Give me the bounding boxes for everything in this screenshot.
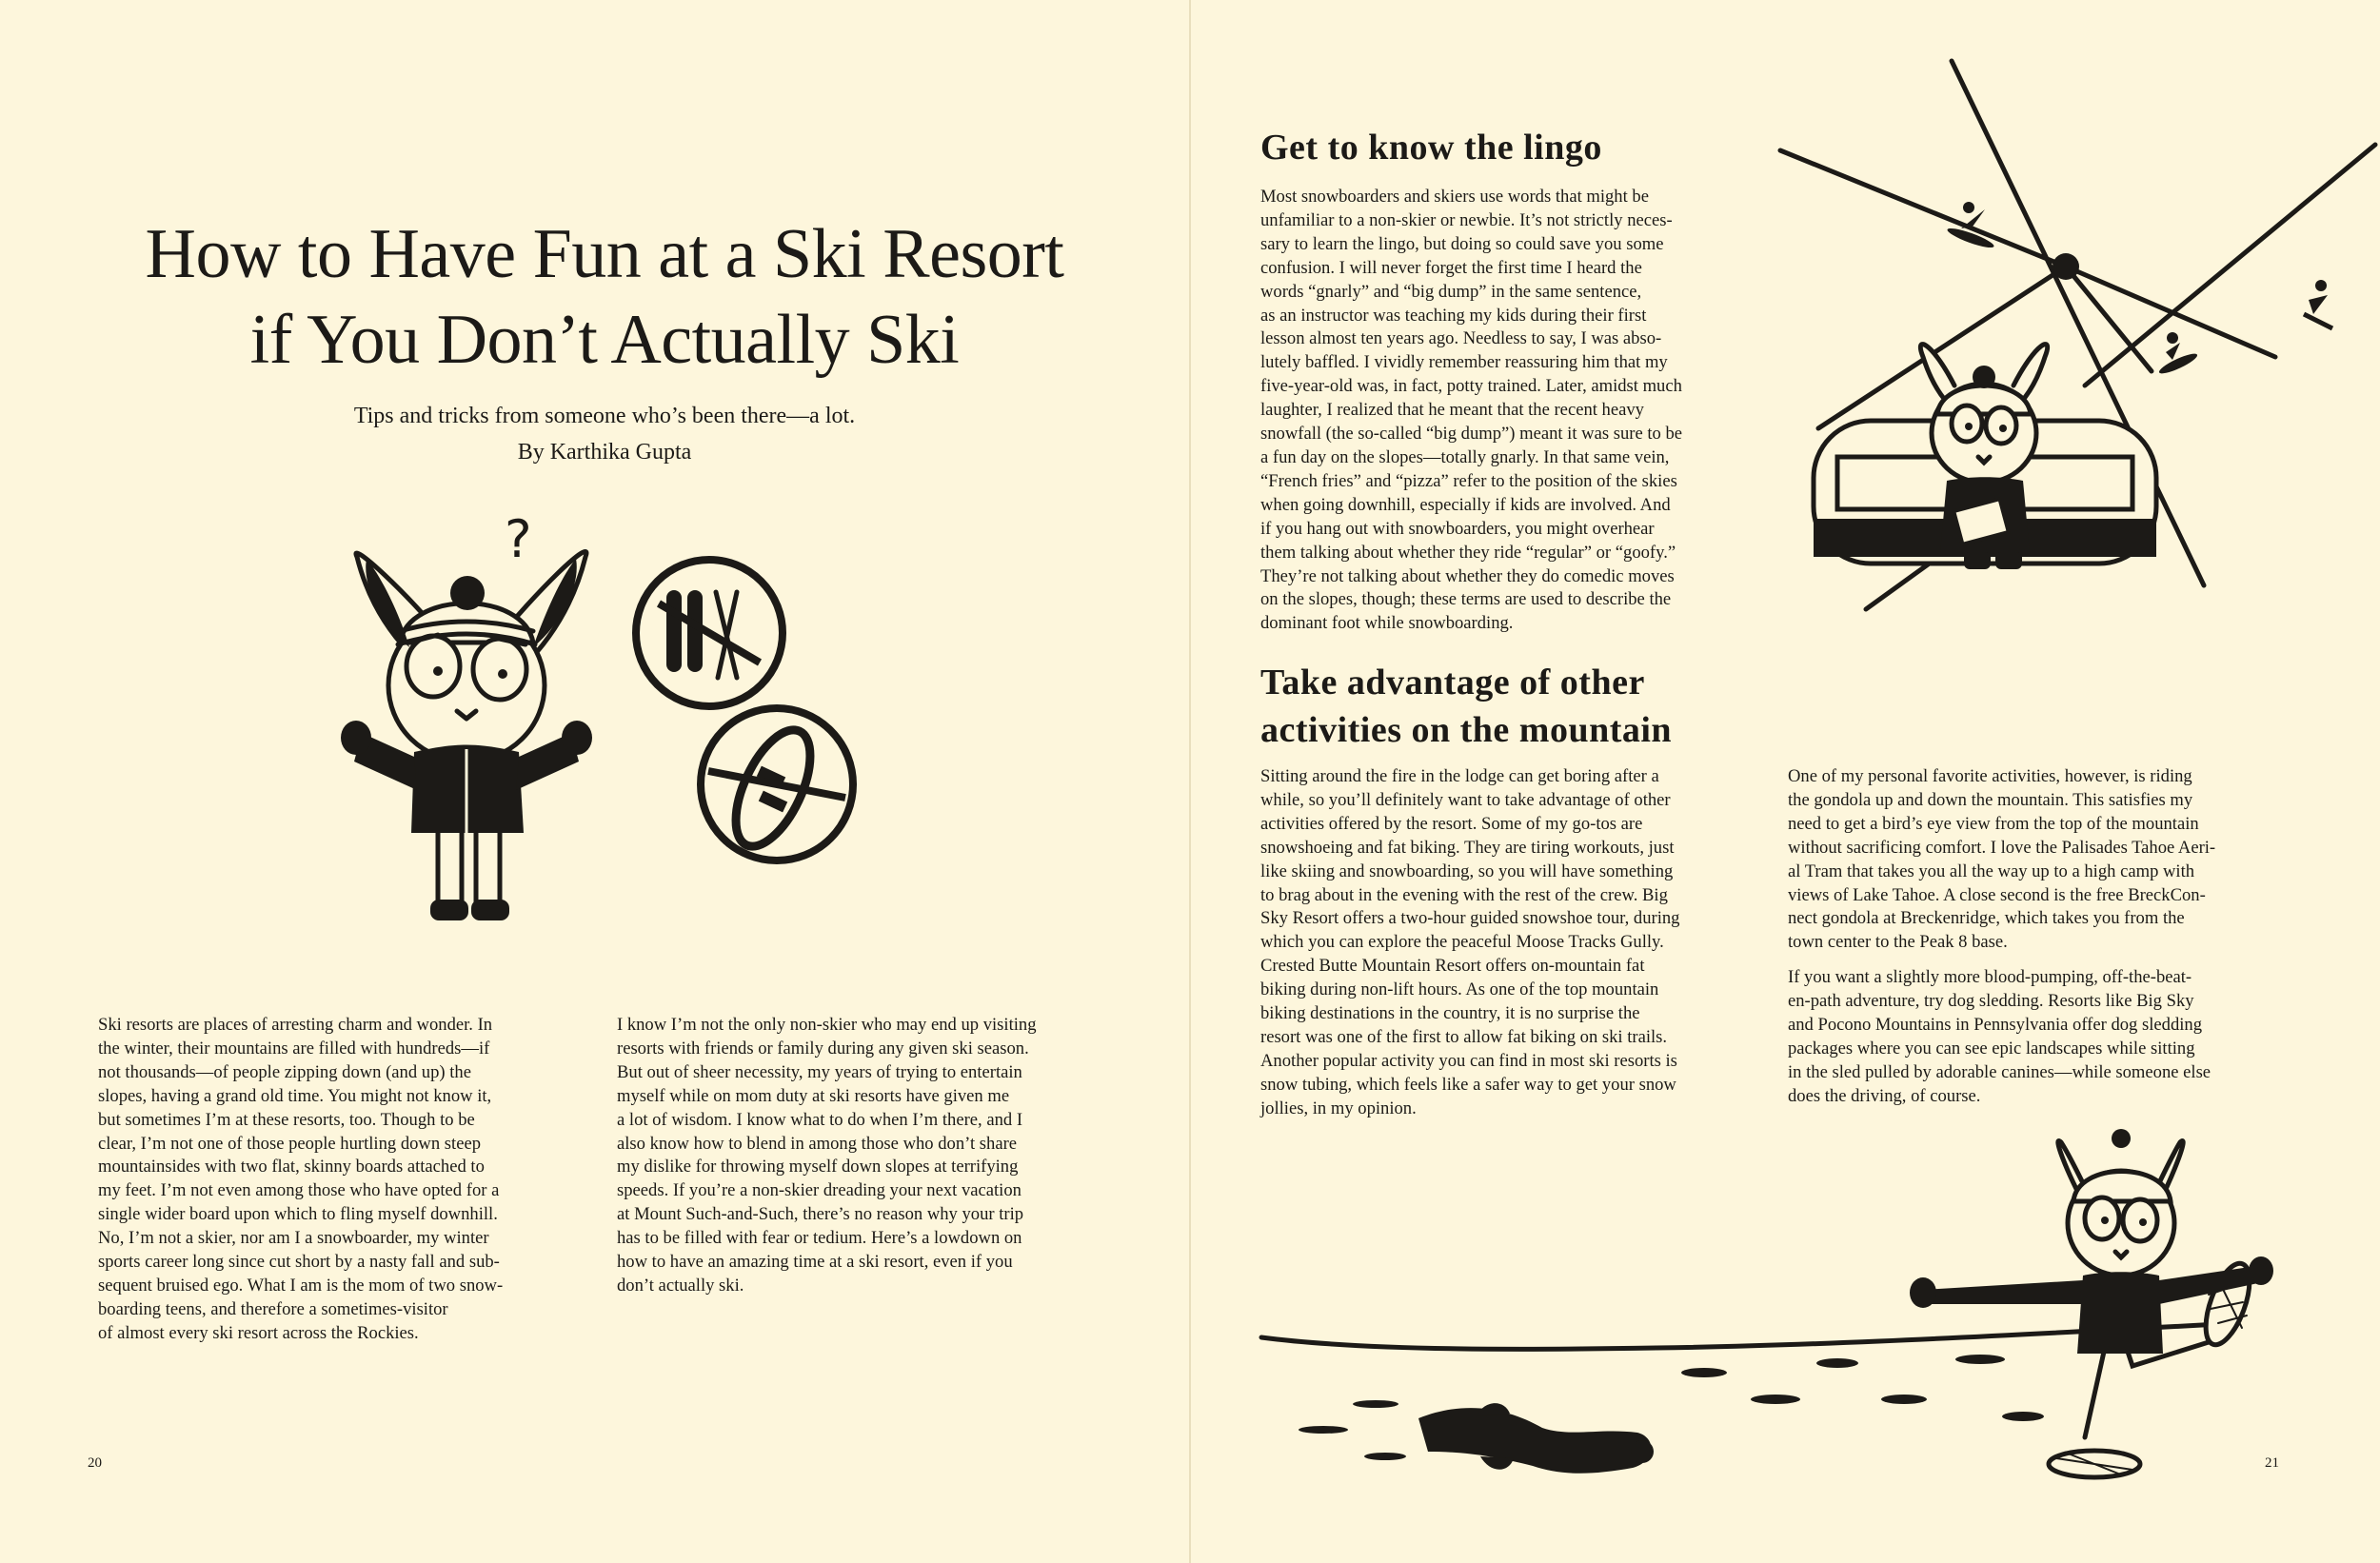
text-line: sequent bruised ego. What I am is the mom of two snow- — [98, 1275, 504, 1296]
text-line: my dislike for throwing myself down slopes at terrifying — [617, 1157, 1019, 1177]
text-line: mountainsides with two flat, skinny boards attached to — [98, 1157, 485, 1177]
heading-line: activities on the mountain — [1260, 710, 1673, 750]
text-line: Crested Butte Mountain Resort offers on-mountain fat — [1260, 956, 1645, 977]
text-line: does the driving, of course. — [1788, 1085, 1981, 1106]
text-line: laughter, I realized that he meant that the recent heavy — [1260, 400, 1644, 421]
article-title — [95, 211, 1114, 383]
text-line: biking during non-lift hours. As one of the top mountain — [1260, 979, 1659, 1000]
snow-angel-figure — [1418, 1408, 1651, 1474]
text-line: packages where you can see epic landscapes while sitting — [1788, 1038, 2195, 1058]
bunny-pupil — [498, 669, 507, 679]
text-line: the winter, their mountains are filled with hundreds—if — [98, 1038, 490, 1058]
text-line: They’re not talking about whether they do comedic moves — [1260, 565, 1675, 586]
text-line: the gondola up and down the mountain. This satisfies my — [1788, 789, 2193, 810]
text-line: Another popular activity you can find in most ski resorts is — [1260, 1050, 1677, 1071]
text-line: five-year-old was, in fact, potty trained. Later, amidst much — [1260, 376, 1682, 397]
confused-bunny-illustration — [343, 500, 609, 938]
text-line: unfamiliar to a non-skier or newbie. It’s not strictly neces- — [1260, 209, 1673, 230]
text-line: while, so you’ll definitely want to take advantage of other — [1260, 789, 1671, 810]
text-line: to brag about in the evening with the rest of the crew. Big — [1260, 884, 1668, 905]
hat-pompom — [450, 576, 485, 610]
text-line: of almost every ski resort across the Rockies. — [98, 1322, 419, 1343]
text-line: without sacrificing comfort. I love the Palisades Tahoe Aeri- — [1788, 837, 2216, 858]
heading-line: Take advantage of other — [1260, 663, 1645, 702]
chairlift-bunny-illustration — [1780, 57, 2380, 628]
intro-column-1 — [98, 1014, 503, 1346]
text-line: resort was one of the first to allow fat biking on ski trails. — [1260, 1026, 1668, 1047]
text-line: resorts with friends or family during any given ski season. — [617, 1038, 1029, 1058]
text-line: as an instructor was teaching my kids during their first — [1260, 305, 1647, 326]
bunny-legs — [438, 828, 500, 904]
text-line: views of Lake Tahoe. A close second is the free BreckCon- — [1788, 884, 2206, 905]
text-line: confusion. I will never forget the first time I heard the — [1260, 257, 1642, 278]
text-line: also know how to blend in among those who don’t share — [617, 1133, 1018, 1154]
question-mark: ? — [505, 509, 532, 569]
text-line: town center to the Peak 8 base. — [1788, 932, 2008, 953]
text-line: Most snowboarders and skiers use words that might be — [1260, 187, 1649, 207]
text-line: al Tram that takes you all the way up to a high camp with — [1788, 861, 2195, 881]
text-line: a fun day on the slopes—totally gnarly. In that same vein, — [1260, 446, 1670, 467]
text-line: words “gnarly” and “big dump” in the same sentence, — [1260, 281, 1642, 302]
page-number: 20 — [88, 1455, 102, 1471]
text-line: snowshoeing and fat biking. They are tiring workouts, just — [1260, 837, 1675, 858]
text-line: myself while on mom duty at ski resorts have given me — [617, 1085, 1010, 1106]
text-line: I know I’m not the only non-skier who may end up visiting — [617, 1015, 1037, 1035]
article-byline: By Karthika Gupta — [517, 440, 692, 465]
text-line: single wider board upon which to fling myself downhill. — [98, 1204, 498, 1225]
text-line: lutely baffled. I vividly remember reassuring him that my — [1260, 352, 1668, 373]
text-line: But out of sheer necessity, my years of trying to entertain — [617, 1061, 1022, 1082]
lift-pulley — [2053, 253, 2079, 280]
text-line: has to be filled with fear or tedium. Here’s a lowdown on — [617, 1228, 1022, 1249]
text-line: activities offered by the resort. Some of my go-tos are — [1260, 813, 1643, 834]
no-snowboard-icon — [691, 702, 863, 866]
text-line: slopes, having a grand old time. You might not know it, — [98, 1085, 492, 1106]
text-line: Sitting around the fire in the lodge can get boring after a — [1260, 766, 1659, 786]
text-line: boarding teens, and therefore a sometimes-visitor — [98, 1298, 448, 1319]
text-line: sports career long since cut short by a nasty fall and sub- — [98, 1252, 500, 1273]
bunny-pupil — [433, 666, 443, 676]
text-line: dominant foot while snowboarding. — [1260, 613, 1514, 634]
text-line: at Mount Such-and-Such, there’s no reason why your trip — [617, 1204, 1024, 1225]
text-line: like skiing and snowboarding, so you will have something — [1260, 861, 1674, 881]
text-line: nect gondola at Breckenridge, which takes you from the — [1788, 908, 2185, 929]
bunny-mitten — [562, 721, 592, 755]
text-line: clear, I’m not one of those people hurtling down steep — [98, 1133, 482, 1154]
text-line: lesson almost ten years ago. Needless to say, I was abso- — [1260, 328, 1662, 349]
text-line: Sky Resort offers a two-hour guided snowshoe tour, during — [1260, 908, 1680, 929]
bunny-eye — [407, 636, 460, 697]
text-line: in the sled pulled by adorable canines—while someone else — [1788, 1061, 2211, 1082]
intro-column-2 — [617, 1014, 1037, 1298]
activities-column-1 — [1260, 765, 1679, 1121]
text-line: when going downhill, especially if kids are involved. And — [1260, 494, 1671, 515]
text-line: and Pocono Mountains in Pennsylvania offer dog sledding — [1788, 1015, 2203, 1036]
title-line: if You Don’t Actually Ski — [249, 301, 960, 379]
text-line: snowfall (the so-called “big dump”) meant it was sure to be — [1260, 424, 1683, 445]
text-line: No, I’m not a skier, nor am I a snowboarder, my winter — [98, 1228, 489, 1249]
snowshoe-bunny-illustration — [1257, 1114, 2304, 1494]
text-line: if you hang out with snowboarders, you might overhear — [1260, 518, 1655, 539]
text-line: need to get a bird’s eye view from the top of the mountain — [1788, 813, 2199, 834]
text-line: If you want a slightly more blood-pumping, off-the-beat- — [1788, 967, 2192, 988]
text-line: them talking about whether they ride “regular” or “goofy.” — [1260, 542, 1676, 563]
text-line: my feet. I’m not even among those who have opted for a — [98, 1180, 500, 1201]
text-line: on the slopes, though; these terms are used to describe the — [1260, 589, 1672, 610]
text-line: not thousands—of people zipping down (and up) the — [98, 1061, 471, 1082]
text-line: “French fries” and “pizza” refer to the position of the skies — [1260, 470, 1677, 491]
paragraph-break — [1788, 955, 2215, 966]
title-line: How to Have Fun at a Ski Resort — [145, 215, 1064, 293]
text-line: Ski resorts are places of arresting charm and wonder. In — [98, 1015, 493, 1035]
no-skis-icon — [630, 554, 788, 712]
section-heading-activities — [1260, 659, 1672, 754]
text-line: en-path adventure, try dog sledding. Resorts like Big Sky — [1788, 991, 2194, 1012]
section-heading-lingo: Get to know the lingo — [1260, 128, 1602, 168]
text-line: sary to learn the lingo, but doing so could save you some — [1260, 233, 1664, 254]
bunny-boot — [471, 900, 509, 920]
page-number: 21 — [2265, 1455, 2279, 1471]
lingo-paragraph — [1260, 186, 1682, 636]
right-page — [1190, 0, 2380, 1563]
text-line: a lot of wisdom. I know what to do when I’m there, and I — [617, 1109, 1023, 1130]
bunny-eye — [473, 639, 526, 700]
text-line: how to have an amazing time at a ski resort, even if you — [617, 1252, 1013, 1273]
bunny-mitten — [341, 721, 371, 755]
text-line: which you can explore the peaceful Moose Tracks Gully. — [1260, 932, 1664, 953]
text-line: don’t actually ski. — [617, 1275, 744, 1296]
lift-cable — [2085, 145, 2375, 386]
bunny-boot — [430, 900, 468, 920]
text-line: snow tubing, which feels like a safer way to get your snow — [1260, 1074, 1676, 1095]
text-line: biking destinations in the country, it is no surprise the — [1260, 1003, 1640, 1024]
text-line: One of my personal favorite activities, however, is riding — [1788, 766, 2192, 786]
article-subtitle: Tips and tricks from someone who’s been there—a lot. — [353, 404, 856, 428]
text-line: jollies, in my opinion. — [1260, 1098, 1417, 1118]
text-line: but sometimes I’m at these resorts, too. Though to be — [98, 1109, 475, 1130]
activities-column-2 — [1788, 765, 2215, 1109]
text-line: speeds. If you’re a non-skier dreading your next vacation — [617, 1180, 1021, 1201]
